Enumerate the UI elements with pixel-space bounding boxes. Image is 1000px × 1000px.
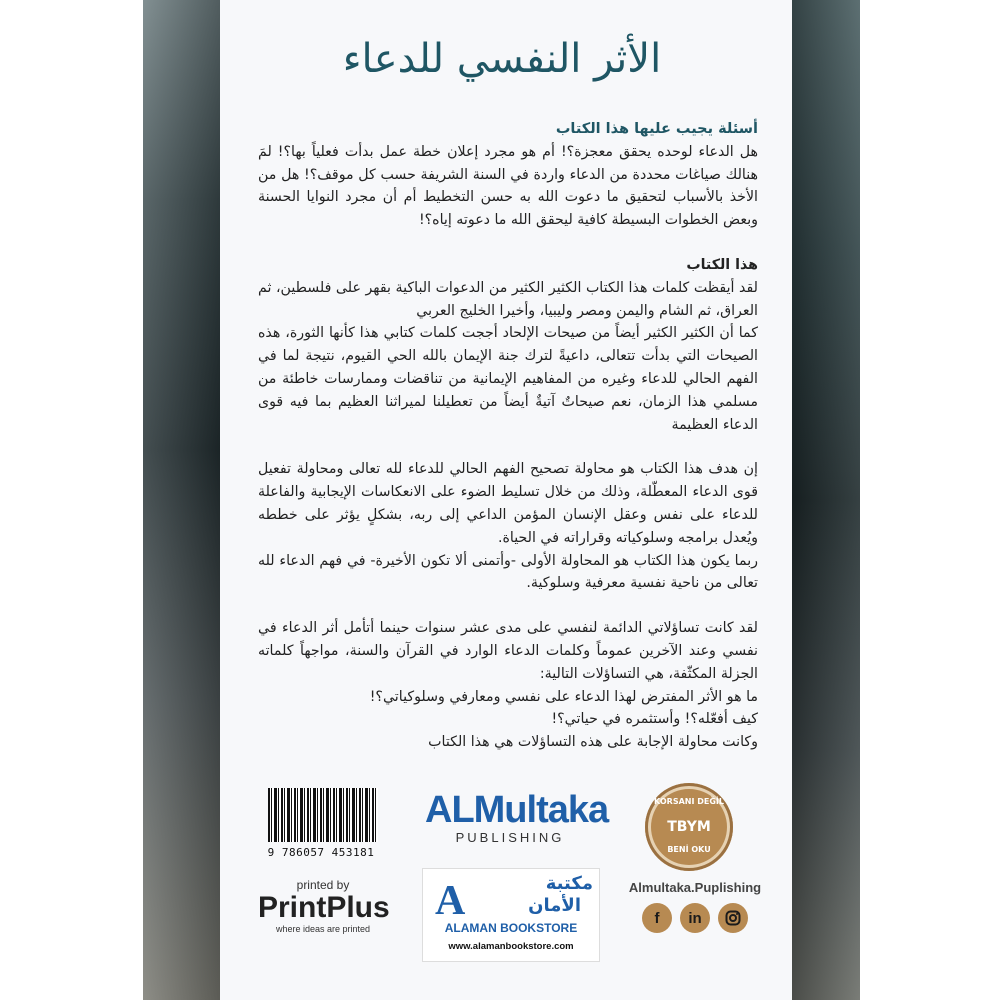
almultaka-sub: PUBLISHING	[455, 830, 565, 845]
instagram-icon[interactable]	[718, 903, 748, 933]
question-line-2: كيف أفعّله؟! وأستثمره في حياتي؟!	[551, 711, 758, 728]
social-handle: Almultaka.Puplishing	[628, 880, 762, 895]
alaman-arabic-line-2: الأمان	[528, 895, 581, 916]
book-paragraph-2: كما أن الكثير الكثير أيضاً من صيحات الإلحاد أججت كلمات كتابي هذا كأنها الثورة، هذه الصيحات التي بدأت تتعالى، داعيةً لترك جنة الإيمان بالله الحي القيوم، نتيجة لما في الفهم الحالي للدعاء وغيره من المفاهيم الإيمانية من تناقضات وممارسات خاطئة من مسلمي هذا الزمان، نعم صيحاتٌ آتيةٌ أيضاً من تعطيلنا لميراثنا العظيم بما فيه قوى الدعاء العظيمة	[258, 325, 758, 433]
badge-bottom-text: BENİ OKU	[667, 845, 711, 854]
closing-line: وكانت محاولة الإجابة على هذه التساؤلات هي هذا الكتاب	[428, 734, 758, 751]
section-heading-book: هذا الكتاب	[686, 256, 758, 273]
goal-paragraph-1: إن هدف هذا الكتاب هو محاولة تصحيح الفهم الحالي للدعاء لله تعالى ومحاولة تفعيل قوى الدعاء المعطّلة، وذلك من خلال تسليط الضوء على الانعكاسات الإيجابية والفاعلة للدعاء على نفس وعقل الإنسان المؤمن الداعي إلى ربه، بشكلٍ يؤثر على خططه ويُعدل برامجه وسلوكياته وقراراته في الحياة.	[258, 461, 758, 546]
book-paragraph-1: لقد أيقظت كلمات هذا الكتاب الكثير الكثير من الدعوات الباكية بقهر على فلسطين، ثم العراق، ثم الشام واليمن ومصر وليبيا، وأخيرا الخليج العربي	[258, 279, 758, 319]
goal-paragraph-2: ربما يكون هذا الكتاب هو المحاولة الأولى -وأتمنى ألا تكون الأخيرة- في فهم الدعاء لله تعالى من ناحية نفسية معرفية وسلوكية.	[258, 552, 758, 592]
book-title: الأثر النفسي للدعاء	[342, 36, 662, 82]
linkedin-icon[interactable]: in	[680, 903, 710, 933]
badge-logo-text: TBYM	[667, 819, 711, 835]
questions-paragraph: هل الدعاء لوحده يحقق معجزة؟! أم هو مجرد إعلان خطة عمل بدأت فعلياً بها؟! لمَ هنالك صياغات محددة من الدعاء واردة في السنة الشريفة حسب كل موقف؟! هل من الأخذ بالأسباب لتحقيق ما دعوت الله به حسن التخطيط أم أن مجرد النوايا الحسنة وبعض الخطوات البسيطة كافية ليحقق الله ما دعوته إياه؟!	[258, 143, 758, 229]
alaman-arabic-line-1: مكتبة	[545, 873, 593, 894]
barcode-number: 9 786057 453181	[267, 846, 375, 859]
anti-piracy-badge	[645, 783, 733, 871]
section-heading-questions: أسئلة يجيب عليها هذا الكتاب	[555, 121, 758, 137]
logos-area	[220, 770, 792, 1000]
alaman-url: www.alamanbookstore.com	[448, 941, 574, 952]
barcode-bars	[268, 788, 378, 842]
questions-intro-paragraph: لقد كانت تساؤلاتي الدائمة لنفسي على مدى عشر سنوات حينما أتأمل أثر الدعاء في نفسي وعند الآخرين عموماً وكلمات الدعاء الوارد في القرآن والسنة، مواجهاً كلماته الجزلة المكثّفة، هي التساؤلات التالية:	[258, 620, 758, 682]
printer-tagline: where ideas are printed	[275, 924, 371, 934]
back-cover	[220, 0, 792, 1000]
social-icons-row	[615, 903, 775, 933]
badge-top-text: KORSANI DEĞİL	[654, 797, 724, 806]
isbn-barcode	[258, 788, 384, 858]
alaman-bookstore-logo	[422, 868, 600, 962]
printer-logo	[258, 878, 388, 934]
alaman-a-mark: A	[435, 878, 466, 924]
almultaka-name: ALMultaka	[425, 789, 609, 831]
facebook-icon[interactable]: f	[642, 903, 672, 933]
printer-name: PrintPlus	[258, 891, 390, 924]
right-cover-edge	[792, 0, 860, 1000]
alaman-english-name: ALAMAN BOOKSTORE	[444, 921, 578, 935]
social-block	[615, 880, 775, 933]
back-cover-text	[258, 118, 758, 754]
question-line-1: ما هو الأثر المفترض لهذا الدعاء على نفسي ومعارفي وسلوكياتي؟!	[369, 688, 758, 705]
almultaka-logo	[425, 789, 609, 845]
left-cover-edge	[143, 0, 220, 1000]
printed-by-label: printed by	[296, 878, 350, 892]
